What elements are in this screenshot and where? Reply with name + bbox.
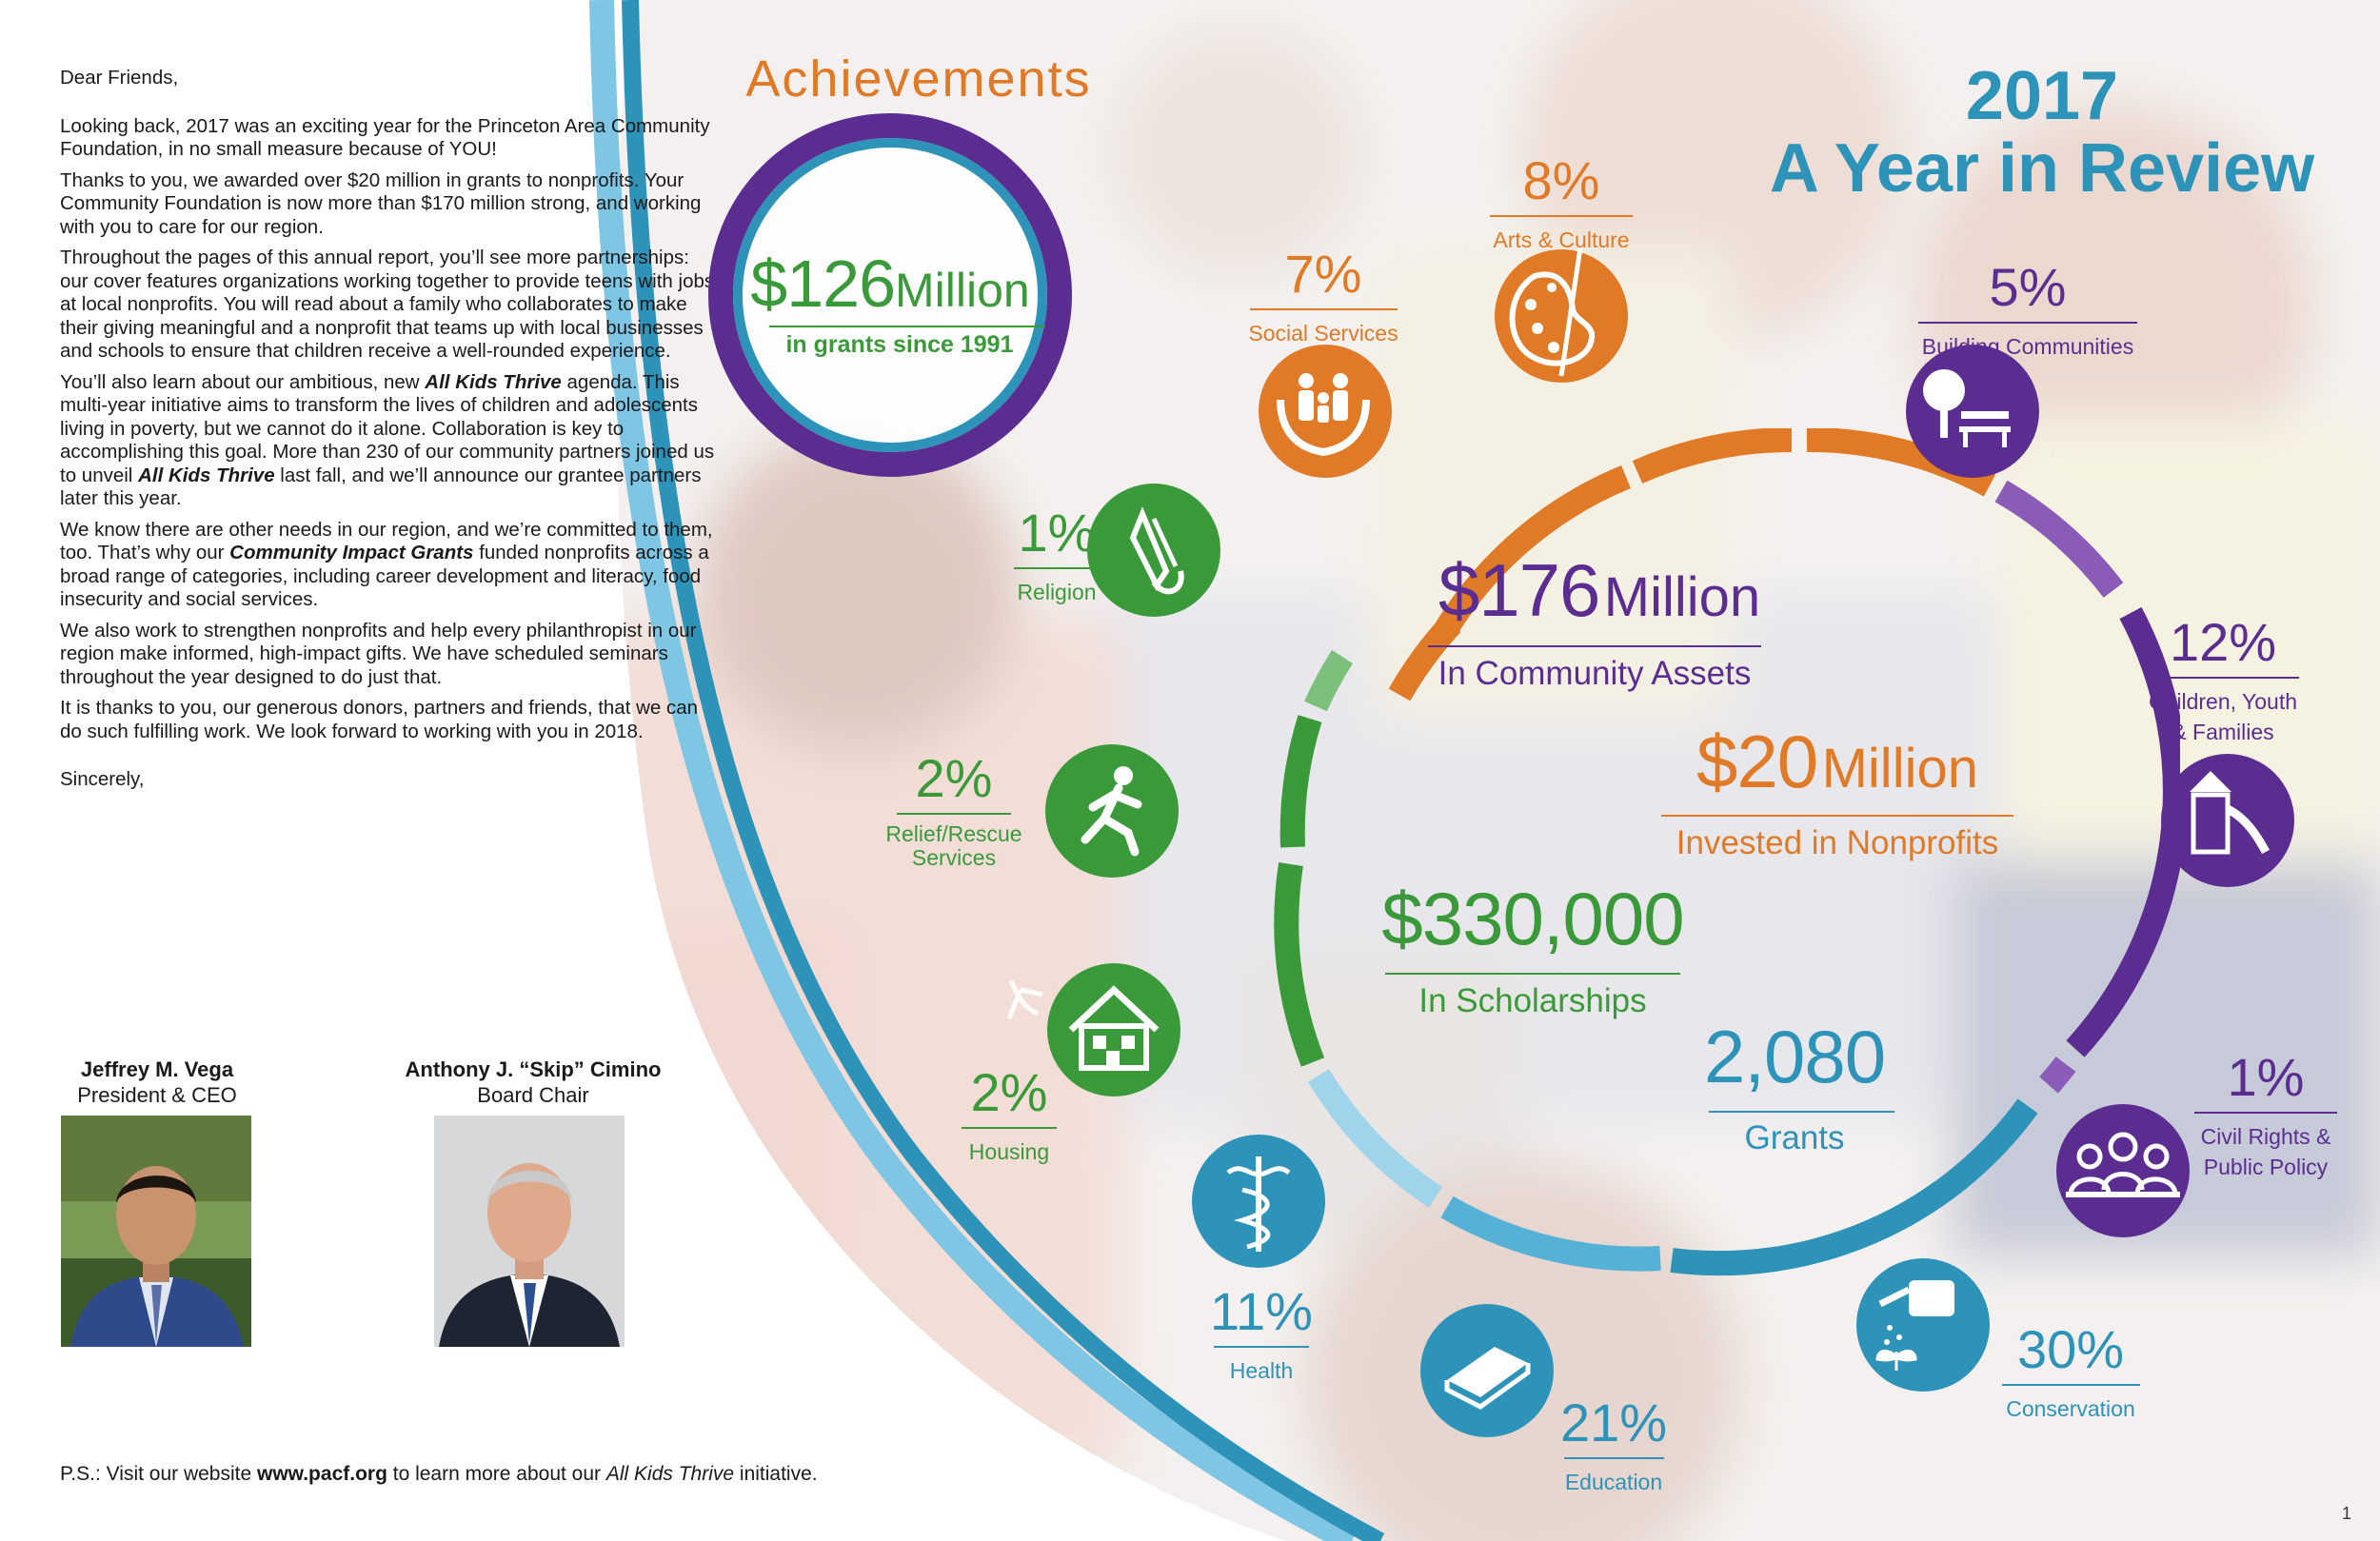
category-divider [2147,677,2299,679]
stat-unit: Million [895,264,1030,317]
signer-title: Board Chair [477,1083,589,1107]
category-label: Religion [1017,580,1097,604]
category-percent: 2% [915,748,993,808]
letter-closing: Sincerely, [60,768,145,790]
letter-paragraph: It is thanks to you, our generous donors, partners and friends, that we can do such fulfilling work. We look forward to working with you in 2018. [60,697,699,742]
category-divider [2002,1384,2140,1386]
letter-paragraph: Thanks to you, we awarded over $20 million in grants to nonprofits. Your Community Foundation is now more than $170 million strong, and working with you to care for our region. [60,168,702,238]
achievements-heading: Achievements [745,50,1092,108]
category-percent: 5% [1989,257,2067,317]
category-label: Arts & Culture [1493,227,1630,252]
category-children-youth-families [2128,614,2318,747]
category-divider [1014,567,1100,569]
park-bench-icon [1906,345,2039,478]
signer-title: President & CEO [77,1083,237,1107]
text-run: initiative. [734,1463,818,1485]
category-label: Civil Rights & [2200,1124,2331,1149]
website-link[interactable]: www.pacf.org [257,1463,387,1485]
category-divider [897,813,1011,815]
category-divider [1250,308,1398,310]
signer-name: Anthony J. “Skip” Cimino [405,1057,662,1081]
text-run: last fall, and we’ll announce our grantee partners later this year. [60,464,702,509]
stat-label: in grants since 1991 [785,331,1014,358]
category-percent: 7% [1284,244,1362,304]
category-label: Services [911,845,997,870]
people-meeting-icon [2056,1104,2190,1237]
report-year: 2017 [1965,58,2119,134]
stat-amount: $20 [1696,720,1818,803]
category-divider [1490,215,1633,217]
category-housing [957,1064,1061,1167]
text-run: agenda. This multi-year initiative aims to transform the lives of children and adolescents living in poverty, but we cannot do it alone. Collaboration is key to accomplishing this goal. More than 230 of our community partners joined us to unveil [60,370,715,486]
category-building-communities [1894,259,2161,362]
letter-salutation: Dear Friends, [60,67,179,89]
category-arts-culture [1485,152,1637,255]
category-label: Social Services [1248,321,1398,346]
category-divider [962,1127,1057,1129]
signer-name: Jeffrey M. Vega [80,1057,234,1081]
category-percent: 21% [1559,1393,1668,1452]
palette-icon [1495,247,1628,383]
playground-slide-icon [2161,754,2294,887]
category-label: Children, Youth [2148,689,2297,714]
category-civil-rights [2185,1049,2347,1182]
initiative-name: All Kids Thrive [138,464,275,486]
category-percent: 2% [970,1062,1048,1122]
stat-label: Grants [1744,1119,1845,1156]
initiative-name: All Kids Thrive [605,1463,735,1485]
category-label: Health [1229,1358,1294,1383]
stat-amount: $126 [750,247,896,321]
category-divider [1918,322,2137,324]
category-relief-rescue [868,750,1040,870]
page-number: 1 [2341,1504,2351,1523]
category-label: Conservation [2006,1396,2135,1421]
stat-label: In Community Assets [1438,655,1752,692]
watering-can-icon [1856,1258,1990,1392]
initiative-name: All Kids Thrive [425,370,562,393]
text-run: P.S.: Visit our website [60,1463,257,1485]
house-icon [1047,963,1180,1096]
stat-label: In Scholarships [1418,982,1647,1019]
stat-amount: $330,000 [1381,877,1684,960]
report-title: A Year in Review [1769,130,2315,207]
category-education [1557,1394,1671,1497]
stat-amount: 2,080 [1703,1015,1886,1098]
caduceus-icon [1192,1135,1325,1268]
text-run: We know there are other needs in our region, and we’re committed to them, too. That’s why our [60,518,713,563]
category-divider [2194,1112,2337,1114]
category-percent: 12% [2169,612,2277,672]
text-run: You’ll also learn about our ambitious, new [60,370,426,393]
book-icon [1420,1304,1554,1437]
stat-unit: Million [1603,566,1761,628]
letter-paragraph: Throughout the pages of this annual report, you’ll see more partnerships: our cover features organizations working together to provide teens with jobs at local nonprofits. You will read about a family who collaborates to make their giving meaningful and a nonprofit that teams up with local businesses and schools to ensure that children receive a well-rounded experience. [60,247,715,362]
category-religion [1000,504,1114,607]
stat-label: Invested in Nonprofits [1676,824,1999,861]
category-health [1209,1283,1314,1386]
category-conservation [1999,1321,2142,1424]
category-label: Relief/Rescue [885,821,1022,846]
category-percent: 1% [1018,503,1096,563]
category-label: Housing [968,1139,1050,1164]
category-divider [1564,1457,1664,1459]
category-divider [1214,1346,1309,1348]
category-percent: 11% [1210,1281,1313,1341]
category-label: Education [1564,1470,1663,1494]
running-person-icon [1045,744,1179,878]
text-run: to learn more about our [387,1463,606,1485]
category-social-services [1228,246,1418,348]
stat-unit: Million [1821,738,1978,800]
category-label: & Families [2172,720,2274,744]
text-run: funded nonprofits across a broad range of categories, including career development and literacy, food insecurity and social services. [60,542,709,610]
stat-amount: $176 [1438,548,1600,632]
family-hands-icon [1259,345,1392,478]
letter-paragraph: We also work to strengthen nonprofits and help every philanthropist in our region make informed, high-impact gifts. We have scheduled seminars throughout the year designed to do just that. [60,619,697,688]
category-label: Public Policy [2203,1155,2329,1179]
letter-paragraph: Looking back, 2017 was an exciting year for the Princeton Area Community Foundation, in no small measure because of YOU! [60,114,710,160]
category-percent: 8% [1522,150,1600,210]
category-percent: 30% [2016,1319,2125,1379]
category-label: Building Communities [1921,334,2134,359]
category-percent: 1% [2227,1047,2305,1107]
program-name: Community Impact Grants [229,542,474,563]
